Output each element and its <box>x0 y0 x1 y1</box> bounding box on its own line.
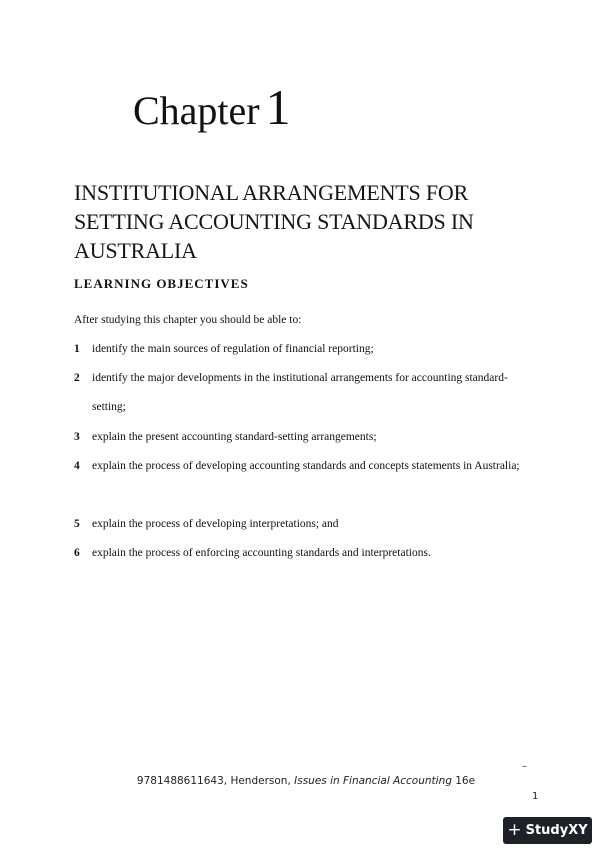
objective-text: explain the present accounting standard-setting arrangements; <box>92 431 377 443</box>
citation-suffix: 16e <box>451 775 476 787</box>
learning-objectives-intro: After studying this chapter you should be able to: <box>74 314 302 326</box>
plus-icon: + <box>507 820 522 840</box>
learning-objective-item <box>74 343 534 364</box>
objective-number: 3 <box>74 431 80 443</box>
learning-objective-item <box>74 547 534 568</box>
chapter-word: Chapter <box>133 88 260 133</box>
learning-objective-item <box>74 372 534 422</box>
objective-text: explain the process of developing interpretations; and <box>92 518 339 530</box>
learning-objective-item <box>74 431 534 452</box>
objective-number: 4 <box>74 460 80 472</box>
objective-number: 6 <box>74 547 80 559</box>
objective-number: 2 <box>74 372 80 384</box>
learning-objective-item <box>74 518 534 539</box>
footer-citation <box>0 775 612 787</box>
logo-text: StudyXY <box>525 823 588 838</box>
citation-book-title: Issues in Financial Accounting <box>294 775 452 787</box>
chapter-heading <box>133 78 291 136</box>
footer-dash: – <box>522 761 527 772</box>
objective-text: explain the process of developing accounting standards and concepts statements in Australia; <box>92 460 520 472</box>
objective-text: identify the main sources of regulation of financial reporting; <box>92 343 374 355</box>
page-number: 1 <box>532 791 539 802</box>
objective-number: 1 <box>74 343 80 355</box>
objective-number: 5 <box>74 518 80 530</box>
chapter-title-line: INSTITUTIONAL ARRANGEMENTS FOR <box>74 180 469 205</box>
chapter-number: 1 <box>265 79 291 135</box>
chapter-title-line: SETTING ACCOUNTING STANDARDS IN <box>74 209 474 234</box>
citation-prefix: 9781488611643, Henderson, <box>136 775 295 787</box>
objective-text: identify the major developments in the institutional arrangements for accounting standard-setting; <box>92 372 508 413</box>
studyxy-logo[interactable] <box>503 817 592 844</box>
learning-objectives-heading: LEARNING OBJECTIVES <box>74 276 249 291</box>
chapter-title-line: AUSTRALIA <box>74 238 197 263</box>
learning-objective-item <box>74 460 534 481</box>
chapter-title <box>74 178 544 265</box>
objective-text: explain the process of enforcing accounting standards and interpretations. <box>92 547 431 559</box>
